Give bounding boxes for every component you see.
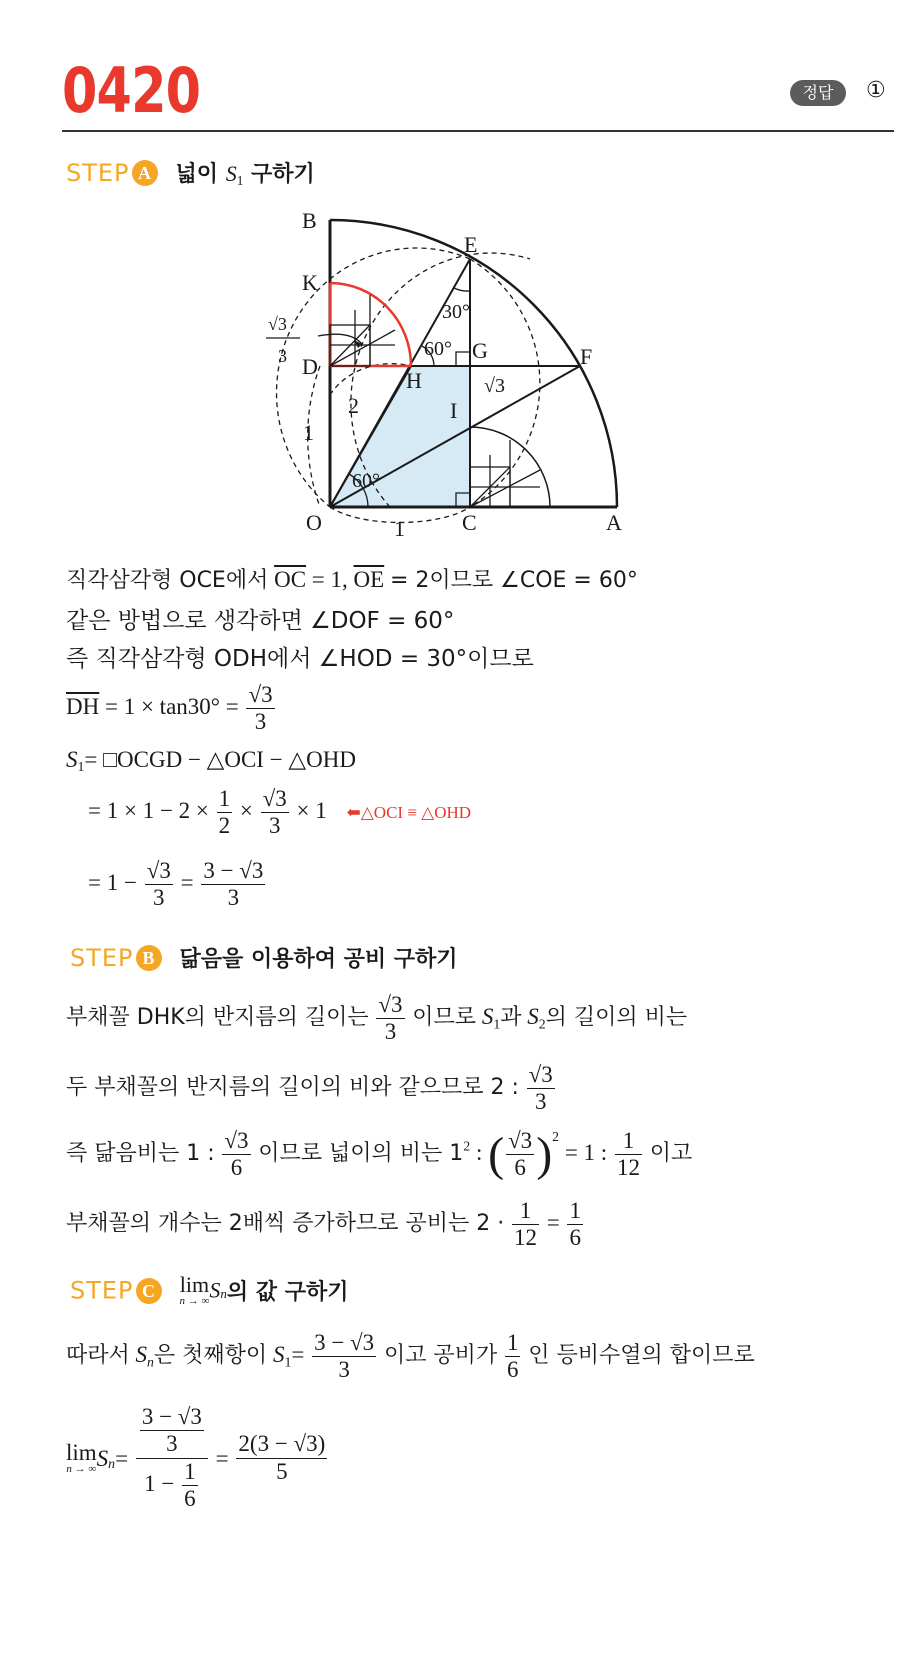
label-len-2: 2 — [348, 393, 359, 418]
point-i: I — [450, 398, 458, 423]
angle-arc-e — [454, 288, 470, 291]
c2-lim-word: lim — [66, 1440, 97, 1466]
step-a-line-6 — [88, 786, 471, 840]
b3-frac-1 — [222, 1128, 250, 1182]
l1-text-a: 직각삼각형 OCE에서 — [66, 568, 269, 593]
c2-bot-den: 6 — [184, 1486, 196, 1512]
l4-frac — [246, 682, 274, 736]
b3-paren-close: ) — [536, 1127, 553, 1181]
right-angle-g — [456, 352, 470, 366]
label-len-1-left: 1 — [303, 420, 314, 445]
c1-text-c: 이고 공비가 — [383, 1343, 498, 1369]
b3-text-b: 이므로 넓이의 비는 1 — [258, 1141, 464, 1167]
c1-num: 3 − √3 — [312, 1330, 376, 1357]
b4-d1: 12 — [513, 1225, 537, 1251]
l7-d1: 3 — [153, 885, 165, 911]
c2-s: S — [96, 1445, 109, 1471]
step-a-title-var: S — [225, 161, 237, 186]
label-angle-60-bottom: 60° — [352, 470, 380, 492]
b3-sup-2: 2 — [552, 1128, 560, 1144]
step-a-line-5 — [66, 748, 356, 774]
step-b-title: 닮음을 이용하여 공비 구하기 — [179, 947, 458, 972]
step-b-line-1 — [66, 992, 687, 1046]
b3-text-d: = 1 : — [564, 1140, 608, 1166]
step-a-title-suffix: 구하기 — [250, 162, 315, 187]
step-c-s: S — [209, 1277, 221, 1303]
point-b: B — [302, 208, 317, 233]
c1-rd: 6 — [506, 1357, 519, 1383]
c2-top-num: 3 − √3 — [140, 1404, 204, 1431]
point-o: O — [306, 510, 322, 535]
b1-frac — [376, 992, 404, 1046]
point-a: A — [606, 510, 622, 535]
small-line-5 — [330, 330, 395, 366]
b1-text-d: 의 길이의 비는 — [545, 1005, 688, 1031]
b4-frac-1 — [512, 1198, 539, 1252]
b1-s1: S — [481, 1004, 494, 1030]
l6-d2: 3 — [268, 813, 281, 839]
l6-frac-1 — [217, 786, 233, 840]
step-c-lim — [180, 1274, 210, 1307]
l5-s: S — [66, 747, 78, 772]
l6-frac-2 — [261, 786, 289, 840]
l1-oc: $\overline{OC}$ — [274, 567, 307, 592]
c2-res-num: 2(3 − √3) — [236, 1431, 327, 1458]
c2-lim-under: n → ∞ — [66, 1463, 97, 1476]
b1-text-a: 부채꼴 DHK의 반지름의 길이는 — [66, 1005, 369, 1031]
l1-oe: $\overline{OE}$ — [353, 567, 385, 592]
label-angle-30: 30° — [442, 301, 470, 323]
c2-res-den: 5 — [276, 1458, 288, 1484]
label-root3: √3 — [484, 375, 505, 397]
c1-text-d: 인 등비수열의 합이므로 — [528, 1343, 755, 1369]
point-e: E — [464, 232, 478, 257]
c2-bot-text: 1 − — [144, 1471, 175, 1497]
step-a-line-3: 즉 직각삼각형 ODH에서 ∠HOD = 30°이므로 — [66, 646, 534, 672]
b4-text: 부채꼴의 개수는 2배씩 증가하므로 공비는 2 · — [66, 1211, 505, 1237]
b2-text: 두 부채꼴의 반지름의 길이의 비와 같으므로 2 : — [66, 1075, 519, 1101]
point-g: G — [472, 338, 488, 363]
step-a-line-4 — [66, 682, 277, 736]
label-angle-60-top: 60° — [424, 338, 452, 360]
l6-text-b: × — [239, 798, 253, 824]
c1-den: 3 — [338, 1357, 350, 1383]
l6-text-c: × 1 — [296, 798, 327, 824]
step-b-label: STEP — [70, 944, 134, 972]
c1-s1-sub: 1 — [284, 1354, 292, 1370]
label-frac-den: 3 — [278, 346, 287, 366]
c2-top-den: 3 — [166, 1431, 178, 1457]
b3-d3: 12 — [616, 1155, 640, 1181]
step-c-line-2 — [66, 1404, 329, 1513]
b2-den: 3 — [534, 1089, 547, 1115]
b3-frac-3 — [615, 1128, 642, 1182]
b3-paren-open: ( — [488, 1127, 505, 1181]
b3-colon: : — [475, 1140, 483, 1166]
step-c-line-1 — [66, 1330, 755, 1384]
b1-s1-sub: 1 — [493, 1016, 501, 1032]
l5-rest: = □OCGD − △OCI − △OHD — [84, 747, 356, 772]
step-a-letter: A — [132, 160, 158, 186]
problem-number: 0420 — [62, 54, 201, 127]
b4-n1: 1 — [512, 1198, 539, 1225]
step-a-title-prefix: 넓이 — [175, 162, 219, 187]
b1-s2-sub: 2 — [538, 1016, 546, 1032]
c1-ratio — [505, 1330, 521, 1384]
c1-s1: S — [272, 1342, 285, 1368]
c1-text-a: 따라서 — [66, 1343, 130, 1369]
l6-d1: 2 — [218, 813, 231, 839]
c2-bot-frac — [182, 1459, 198, 1513]
b3-n2: √3 — [506, 1128, 534, 1155]
b1-text-b: 이므로 — [412, 1005, 477, 1031]
l6-text-a: = 1 × 1 − 2 × — [88, 798, 209, 824]
c2-n: n — [108, 1455, 116, 1471]
step-b-letter: B — [136, 945, 162, 971]
b3-n1: √3 — [222, 1128, 250, 1155]
l7-frac-2 — [201, 858, 265, 912]
step-a-line-2: 같은 방법으로 생각하면 ∠DOF = 60° — [66, 608, 455, 634]
b1-num: √3 — [376, 992, 404, 1019]
b3-sup-1: 2 — [463, 1138, 471, 1154]
label-frac-num: √3 — [268, 314, 287, 334]
step-a-label: STEP — [66, 159, 130, 187]
b3-text-a: 즉 닮음비는 1 : — [66, 1141, 215, 1167]
b3-frac-2 — [506, 1128, 534, 1182]
l1-text-b: = 1, — [311, 567, 348, 592]
l6-n1: 1 — [217, 786, 233, 813]
l7-eq: = — [180, 870, 194, 896]
c2-result — [236, 1431, 327, 1485]
step-c-label: STEP — [70, 1276, 134, 1305]
geometry-figure — [0, 0, 914, 560]
step-c-lim-under: n → ∞ — [179, 1295, 210, 1307]
c2-big-den — [136, 1459, 208, 1513]
b3-n3: 1 — [615, 1128, 642, 1155]
b3-d1: 6 — [230, 1155, 243, 1181]
l4-text: = 1 × tan30° = — [104, 694, 239, 720]
c1-eq: = — [291, 1342, 305, 1368]
l7-d2: 3 — [227, 885, 240, 911]
step-b-line-2 — [66, 1062, 557, 1116]
l1-text-c: = 2이므로 ∠COE = 60° — [389, 568, 638, 593]
step-b-line-4 — [66, 1198, 585, 1252]
c1-rn: 1 — [505, 1330, 521, 1357]
c2-top-frac — [140, 1404, 204, 1458]
l7-n2: 3 − √3 — [201, 858, 265, 885]
c2-big-frac — [136, 1404, 208, 1513]
l7-text-a: = 1 − — [88, 870, 137, 896]
c1-n: n — [147, 1354, 154, 1370]
point-c: C — [462, 510, 477, 535]
step-a-line-7 — [88, 858, 267, 912]
l5-sub: 1 — [77, 759, 85, 775]
l7-n1: √3 — [145, 858, 173, 885]
b4-frac-2 — [567, 1198, 583, 1252]
c-line-5 — [470, 470, 540, 507]
c2-lim — [66, 1441, 97, 1475]
step-c-n: n — [220, 1286, 227, 1302]
point-d: D — [302, 354, 318, 379]
c2-big-num — [136, 1404, 208, 1459]
c1-text-b: 은 첫째항이 — [153, 1343, 268, 1369]
c1-frac — [312, 1330, 376, 1384]
b1-s2: S — [527, 1004, 539, 1030]
b1-den: 3 — [384, 1019, 397, 1045]
c2-bot-num: 1 — [182, 1459, 198, 1486]
c2-eq: = — [115, 1445, 129, 1471]
step-b-heading — [70, 942, 458, 973]
b2-frac — [527, 1062, 555, 1116]
b3-d2: 6 — [514, 1155, 526, 1181]
b4-eq: = — [546, 1210, 560, 1236]
b4-n2: 1 — [567, 1198, 583, 1225]
point-f: F — [580, 344, 593, 369]
l4-dh: $\overline{DH}$ — [66, 694, 100, 720]
l4-num: √3 — [246, 682, 274, 709]
l6-n2: √3 — [261, 786, 289, 813]
b1-text-c: 과 — [500, 1005, 522, 1031]
l7-frac-1 — [145, 858, 173, 912]
c1-s: S — [135, 1342, 148, 1368]
step-c-lim-word: lim — [179, 1272, 210, 1297]
answer-value: ① — [866, 78, 886, 103]
point-h: H — [406, 368, 422, 393]
point-k: K — [302, 270, 318, 295]
step-c-title-rest: 의 값 구하기 — [226, 1280, 349, 1305]
step-c-heading — [70, 1274, 348, 1307]
b2-num: √3 — [527, 1062, 555, 1089]
l4-den: 3 — [254, 709, 267, 735]
step-a-title-sub: 1 — [236, 172, 244, 188]
l6-note: ⬅△OCI ≡ △OHD — [346, 803, 472, 823]
label-len-1-bottom: 1 — [394, 516, 405, 541]
c2-eq2: = — [215, 1445, 229, 1471]
step-b-line-3 — [66, 1128, 692, 1182]
b3-text-e: 이고 — [649, 1141, 693, 1167]
answer-badge: 정답 — [790, 80, 846, 106]
step-c-letter: C — [136, 1278, 162, 1304]
step-a-line-1 — [66, 568, 638, 592]
b4-d2: 6 — [569, 1225, 581, 1251]
